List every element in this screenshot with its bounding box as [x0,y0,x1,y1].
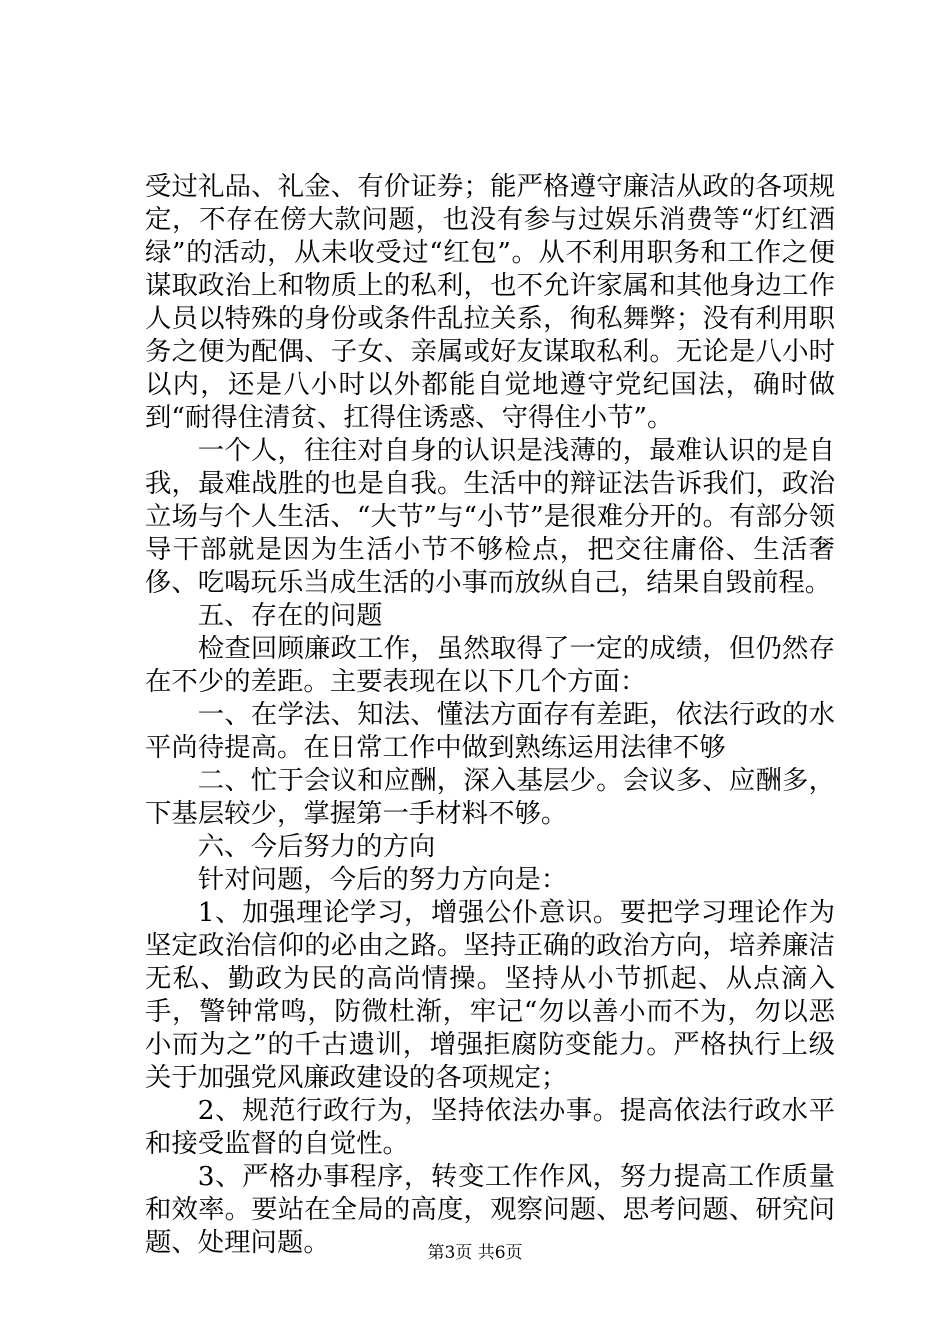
paragraph-direction-intro: 针对问题，今后的努力方向是： [197,864,568,895]
paragraph-direction-two: 2、规范行政行为，坚持依法办事。提高依法行政水平和接受监督的自觉性。 [145,1095,835,1159]
paragraph-problem-one: 一、在学法、知法、懂法方面存有差距，依法行政的水平尚待提高。在日常工作中做到熟练运用法律不够 [145,699,835,763]
paragraph-problem-two: 二、忙于会议和应酬，深入基层少。会议多、应酬多，下基层较少，掌握第一手材料不够。 [145,765,835,829]
page-number-footer: 第3页 共6页 [427,1243,523,1263]
paragraph-direction-three: 3、严格办事程序，转变工作作风，努力提高工作质量和效率。要站在全局的高度，观察问题、思考问题、研究问题、处理问题。 [145,1161,835,1258]
section-heading-problems: 五、存在的问题 [197,600,383,631]
section-heading-direction: 六、今后努力的方向 [197,831,436,862]
document-body [145,170,835,1259]
paragraph-problems-intro: 检查回顾廉政工作，虽然取得了一定的成绩，但仍然存在不少的差距。主要表现在以下几个方面： [145,633,835,697]
paragraph-self-knowledge: 一个人，往往对自身的认识是浅薄的，最难认识的是自我，最难战胜的也是自我。生活中的辩证法告诉我们，政治立场与个人生活、“大节”与“小节”是很难分开的。有部分领导干部就是因为生活小节不够检点，把交往庸俗、生活奢侈、吃喝玩乐当成生活的小事而放纵自己，结果自毁前程。 [145,435,835,598]
paragraph-direction-one: 1、加强理论学习，增强公仆意识。要把学习理论作为坚定政治信仰的必由之路。坚持正确的政治方向，培养廉洁无私、勤政为民的高尚情操。坚持从小节抓起、从点滴入手，警钟常鸣，防微杜渐，牢记“勿以善小而不为，勿以恶小而为之”的千古遗训，增强拒腐防变能力。严格执行上级关于加强党风廉政建设的各项规定； [145,897,835,1093]
paragraph-continuation: 受过礼品、礼金、有价证券；能严格遵守廉洁从政的各项规定，不存在傍大款问题，也没有参与过娱乐消费等“灯红酒绿”的活动，从未收受过“红包”。从不利用职务和工作之便谋取政治上和物质上的私利，也不允许家属和其他身边工作人员以特殊的身份或条件乱拉关系，徇私舞弊；没有利用职务之便为配偶、子女、亲属或好友谋取私利。无论是八小时以内，还是八小时以外都能自觉地遵守党纪国法，确时做到“耐得住清贫、扛得住诱惑、守得住小节”。 [145,171,835,433]
